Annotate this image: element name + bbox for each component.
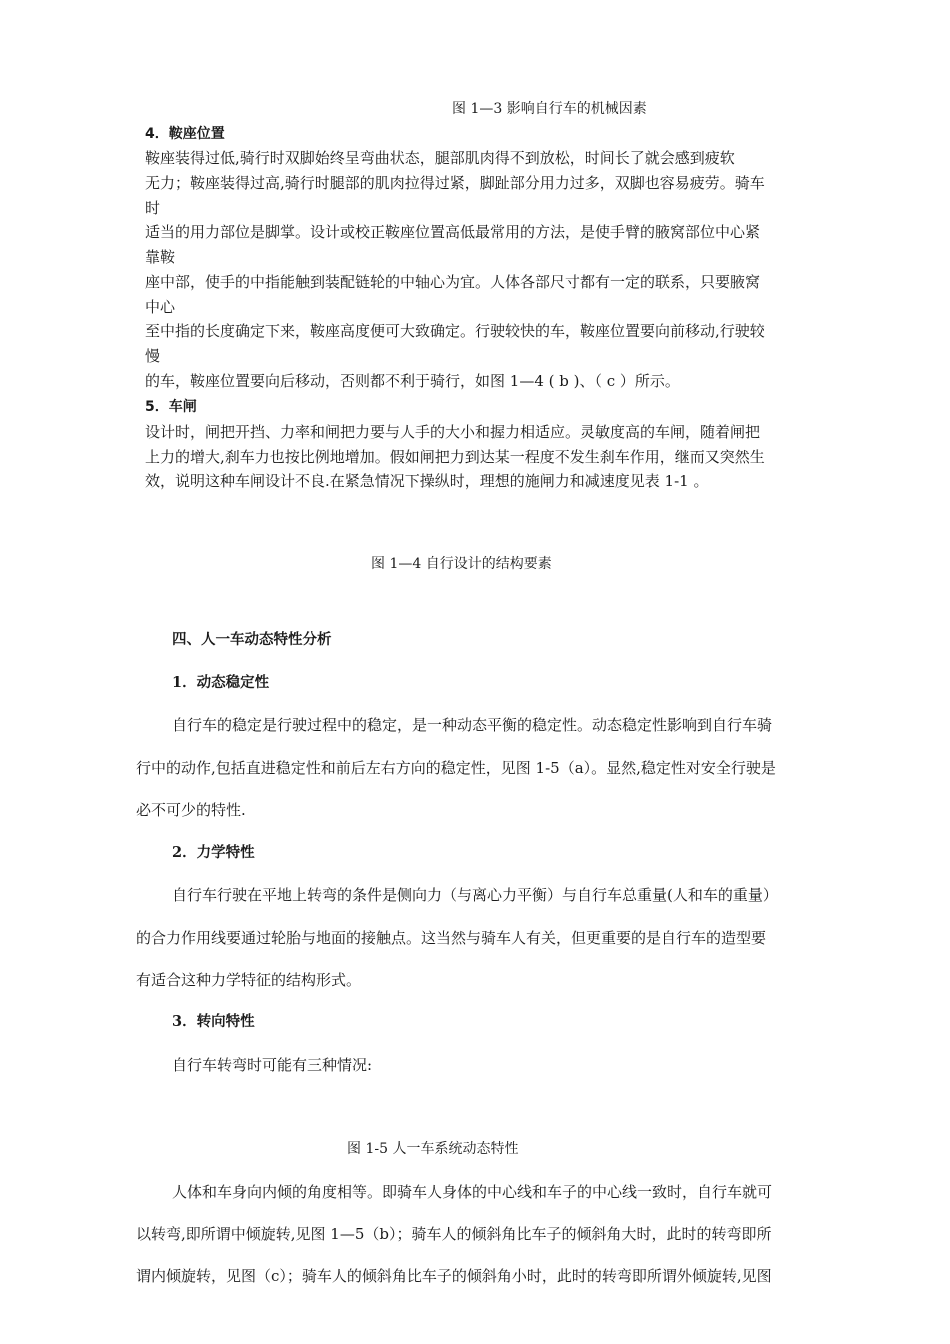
figure-1-4-caption: 图 1—4 自行设计的结构要素 [371, 556, 552, 572]
paragraph-line: 上力的增大,刹车力也按比例地增加。假如闸把力到达某一程度不发生刹车作用，继而又突然生 [145, 448, 765, 466]
paragraph-line: 座中部，使手的中指能触到装配链轮的中轴心为宜。人体各部尺寸都有一定的联系，只要腋窝 [145, 273, 761, 291]
part-4-heading: 四、人一车动态特性分析 [172, 631, 332, 648]
paragraph-line: 时 [145, 199, 161, 217]
subsection-2-heading: 2．力学特性 [172, 844, 255, 861]
paragraph-line: 鞍座装得过低,骑行时双脚始终呈弯曲状态，腿部肌肉得不到放松，时间长了就会感到疲软 [145, 149, 735, 167]
paragraph-line: 自行车的稳定是行驶过程中的稳定，是一种动态平衡的稳定性。动态稳定性影响到自行车骑 [172, 716, 773, 734]
paragraph-line: 以转弯,即所谓中倾旋转,见图 1—5（b）；骑车人的倾斜角比车子的倾斜角大时，此时的转弯即所 [136, 1225, 772, 1243]
paragraph-line: 人体和车身向内倾的角度相等。即骑车人身体的中心线和车子的中心线一致时，自行车就可 [172, 1183, 773, 1201]
paragraph-line: 有适合这种力学特征的结构形式。 [136, 971, 362, 989]
paragraph-line: 慢 [145, 347, 161, 365]
paragraph-line: 设计时，闸把开挡、力率和闸把力要与人手的大小和握力相适应。灵敏度高的车闸，随着闸把 [145, 423, 761, 441]
paragraph-line: 靠鞍 [145, 248, 176, 266]
section-4-heading: 4．鞍座位置 [145, 126, 225, 142]
paragraph-line: 自行车转弯时可能有三种情况: [172, 1056, 373, 1074]
section-5-heading: 5．车闸 [145, 399, 197, 415]
figure-1-5-caption: 图 1-5 人一车系统动态特性 [347, 1141, 519, 1157]
paragraph-line: 无力；鞍座装得过高,骑行时腿部的肌肉拉得过紧，脚趾部分用力过多，双脚也容易疲劳。骑车 [145, 174, 765, 192]
subsection-1-heading: 1．动态稳定性 [172, 674, 270, 691]
paragraph-line: 中心 [145, 298, 176, 316]
paragraph-line: 的合力作用线要通过轮胎与地面的接触点。这当然与骑车人有关，但更重要的是自行车的造型要 [136, 929, 767, 947]
paragraph-line: 必不可少的特性. [136, 801, 246, 819]
paragraph-line: 至中指的长度确定下来，鞍座高度便可大致确定。行驶较快的车，鞍座位置要向前移动,行驶较 [145, 322, 765, 340]
figure-1-3-caption: 图 1—3 影响自行车的机械因素 [452, 101, 647, 117]
paragraph-line: 的车，鞍座位置要向后移动，否则都不利于骑行，如图 1—4 ( b )、（ c ）所示。 [145, 372, 680, 390]
subsection-3-heading: 3．转向特性 [172, 1013, 255, 1030]
paragraph-line: 谓内倾旋转，见图（c）；骑车人的倾斜角比车子的倾斜角小时，此时的转弯即所谓外倾旋转,见图 [136, 1267, 772, 1285]
paragraph-line: 自行车行驶在平地上转弯的条件是侧向力（与离心力平衡）与自行车总重量(人和车的重量） [172, 886, 778, 904]
paragraph-line: 行中的动作,包括直进稳定性和前后左右方向的稳定性，见图 1-5（a）。显然,稳定性对安全行驶是 [136, 759, 776, 777]
paragraph-line: 效，说明这种车闸设计不良.在紧急情况下操纵时，理想的施闸力和减速度见表 1-1 。 [145, 472, 709, 490]
paragraph-line: 适当的用力部位是脚掌。设计或校正鞍座位置高低最常用的方法，是使手臂的腋窝部位中心紧 [145, 223, 761, 241]
